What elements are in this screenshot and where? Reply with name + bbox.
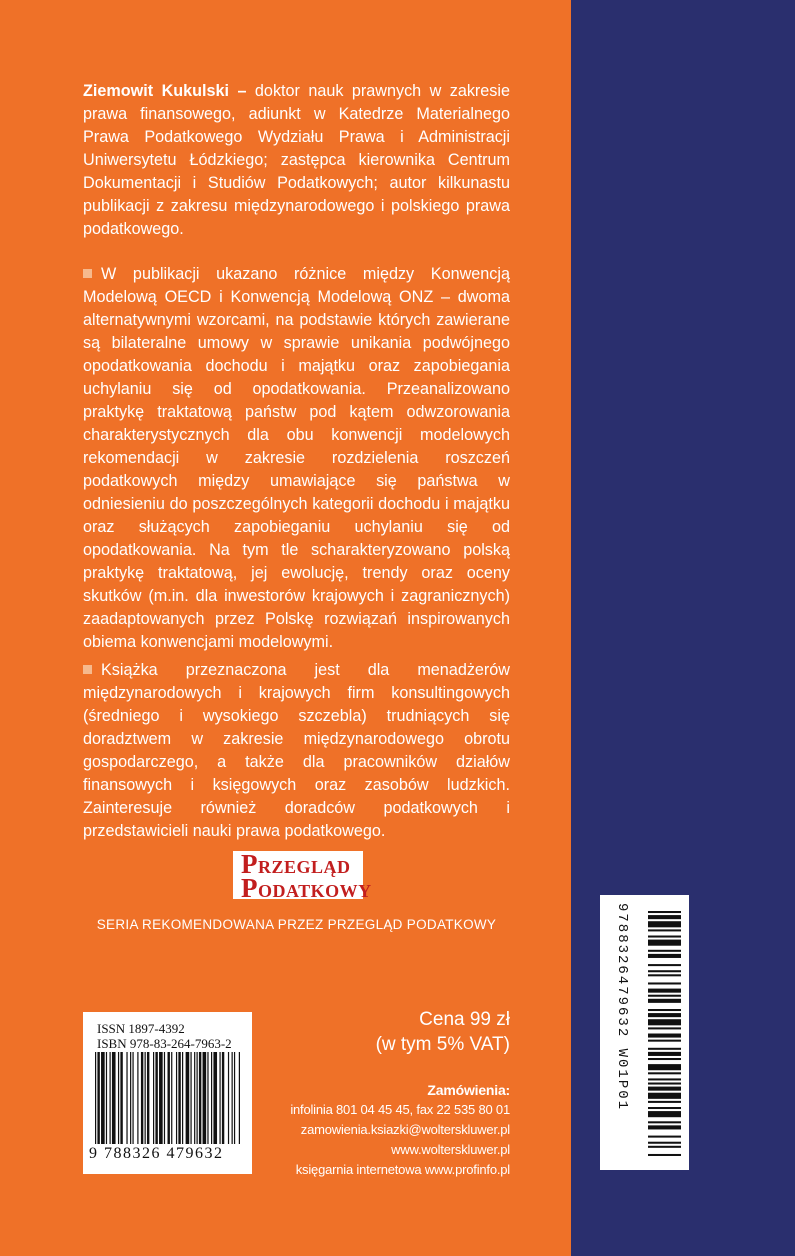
barcode-icon: [95, 1052, 240, 1144]
barcode-bar: [648, 989, 681, 993]
audience-text: Książka przeznaczona jest dla menadżerów międzynarodowych i krajowych firm konsultingowych (średniego i wysokiego szczebla) trudniących się doradztwem w zakresie międzynarodowego obrotu gospodarczego, a także dla pracowników działów finansowych i księgowych oraz zasobów ludzkich. Zainteresuje również doradców podatkowych i przedstawicieli nauki prawa podatkowego.: [83, 661, 510, 840]
barcode-bar: [211, 1052, 212, 1144]
spine-barcode-panel: [600, 895, 689, 1170]
barcode-bar: [648, 1111, 681, 1117]
barcode-bar: [648, 1107, 681, 1109]
barcode-bar: [110, 1052, 111, 1144]
barcode-bar: [112, 1052, 116, 1144]
barcode-bar: [178, 1052, 180, 1144]
issn-number: ISSN 1897-4392: [97, 1021, 185, 1036]
barcode-bar: [207, 1052, 208, 1144]
barcode-bar: [648, 1154, 681, 1156]
barcode-bar: [648, 1136, 681, 1138]
series-caption: SERIA REKOMENDOWANA PRZEZ PRZEGLĄD PODATKOWY: [96, 917, 497, 932]
audience-paragraph: [83, 659, 510, 843]
barcode-bar: [126, 1052, 127, 1144]
barcode-bar: [106, 1052, 107, 1144]
barcode-bar: [203, 1052, 207, 1144]
orders-heading: Zamówienia:: [427, 1082, 510, 1098]
barcode-bar: [648, 1013, 681, 1017]
orders-email: zamowienia.ksiazki@wolterskluwer.pl: [300, 1122, 510, 1137]
barcode-bar: [648, 1064, 681, 1070]
description-text: W publikacji ukazano różnice między Konwencją Modelową OECD i Konwencją Modelową ONZ – dwoma alternatywnymi wzorcami, na podstawie których zawierane są bilateralne umowy w sprawie unikania podwójnego opodatkowania dochodu i majątku oraz zapobiegania uchylaniu się od opodatkowania. Przeanalizowano praktykę traktatową państw pod kątem odwzorowania charakterystycznych dla obu konwencji modelowych rekomendacji w zakresie rozdzielenia roszczeń podatkowych między umawiające się państwa w odniesieniu do poszczególnych kategorii dochodu i majątku oraz służących zapobieganiu uchylaniu się od opodatkowania. Na tym tle scharakteryzowano polską praktykę traktatową, jej ewolucję, trendy oraz oceny skutków (m.in. dla inwestorów krajowych i zagranicznych) zaadaptowanych przez Polskę rozwiązań inspirowanych obiema konwencjami modelowymi.: [83, 265, 510, 651]
barcode-bar: [213, 1052, 217, 1144]
author-name: Ziemowit Kukulski –: [83, 82, 247, 100]
square-bullet-icon: [83, 269, 92, 278]
barcode-bar: [101, 1052, 105, 1144]
barcode-bar: [648, 1125, 681, 1129]
orders-phone: infolinia 801 04 45 45, fax 22 535 80 01: [290, 1102, 510, 1117]
barcode-bar: [648, 950, 681, 952]
barcode-bar: [648, 1040, 681, 1042]
barcode-bar: [648, 1034, 681, 1038]
barcode-bar: [222, 1052, 224, 1144]
barcode-bar: [648, 1027, 681, 1029]
barcode-bar: [648, 974, 681, 976]
barcode-bar: [648, 954, 681, 958]
barcode-bar: [648, 936, 681, 938]
barcode-bar: [648, 1058, 681, 1060]
barcode-bar: [132, 1052, 133, 1144]
price-amount: Cena 99 zł: [419, 1009, 510, 1030]
barcode-bar: [145, 1052, 146, 1144]
barcode-bar: [118, 1052, 119, 1144]
orders-info: [290, 1080, 510, 1180]
square-bullet-icon: [83, 665, 92, 674]
barcode-bar: [197, 1052, 198, 1144]
barcode-bar: [168, 1052, 170, 1144]
barcode-bar: [120, 1052, 122, 1144]
isbn-barcode-panel: [83, 1012, 252, 1174]
przeglad-podatkowy-logo: PRZEGLĄD PODATKOWY: [233, 851, 363, 899]
barcode-bar: [648, 1009, 681, 1011]
barcode-bar: [648, 1087, 681, 1091]
barcode-bar: [648, 1019, 681, 1025]
barcode-bar: [648, 1048, 681, 1050]
spine-code-text: 9788326479632 W01P01: [614, 903, 630, 1112]
barcode-bar: [155, 1052, 157, 1144]
barcode-bar: [232, 1052, 233, 1144]
barcode-bar: [234, 1052, 235, 1144]
price-vat: (w tym 5% VAT): [375, 1034, 510, 1055]
author-bio: [83, 80, 510, 241]
barcode-bar: [648, 1072, 681, 1074]
barcode-bar: [648, 995, 681, 997]
barcode-bar: [190, 1052, 191, 1144]
author-bio-text: doktor nauk prawnych w zakresie prawa finansowego, adiunkt w Katedrze Materialnego Prawa Podatkowego Wydziału Prawa i Administracji Uniwersytetu Łódzkiego; zastępca kierownika Centrum Dokumentacji i Studiów Podatkowych; autor kilkunastu publikacji z zakresu międzynarodowego i polskiego prawa podatkowego.: [83, 82, 511, 238]
barcode-bar: [648, 911, 681, 913]
orders-website: www.wolterskluwer.pl: [391, 1142, 510, 1157]
barcode-bar: [648, 915, 681, 919]
barcode-bar: [648, 999, 681, 1003]
barcode-bar: [97, 1052, 99, 1144]
barcode-bar: [648, 921, 681, 927]
barcode-bar: [219, 1052, 220, 1144]
barcode-bar: [648, 929, 681, 931]
barcode-bar: [194, 1052, 195, 1144]
barcode-bar: [648, 1083, 681, 1085]
orders-shop: księgarnia internetowa www.profinfo.pl: [295, 1162, 510, 1177]
barcode-bar: [159, 1052, 163, 1144]
barcode-bar: [228, 1052, 229, 1144]
barcode-bar: [199, 1052, 201, 1144]
barcode-bar: [147, 1052, 149, 1144]
barcode-bar: [153, 1052, 154, 1144]
barcode-bar: [648, 1146, 681, 1148]
price-block: [376, 1007, 510, 1057]
barcode-digits: 9 788326 479632: [89, 1145, 224, 1162]
barcode-bar: [95, 1052, 96, 1144]
barcode-bar: [648, 1142, 681, 1144]
barcode-bar: [648, 1052, 681, 1056]
barcode-bar: [239, 1052, 240, 1144]
barcode-bar: [186, 1052, 190, 1144]
barcode-icon: [608, 911, 682, 1156]
barcode-bar: [648, 982, 681, 984]
barcode-bar: [648, 964, 681, 966]
barcode-bar: [648, 1093, 681, 1099]
barcode-bar: [648, 1078, 681, 1080]
description-paragraph: [83, 263, 510, 654]
barcode-bar: [182, 1052, 183, 1144]
isbn-number: ISBN 978-83-264-7963-2: [97, 1036, 232, 1051]
barcode-bar: [176, 1052, 177, 1144]
barcode-bar: [171, 1052, 172, 1144]
barcode-bar: [137, 1052, 138, 1144]
barcode-bar: [130, 1052, 131, 1144]
barcode-bar: [648, 1121, 681, 1123]
barcode-bar: [648, 970, 681, 972]
barcode-bar: [141, 1052, 143, 1144]
barcode-bar: [164, 1052, 165, 1144]
barcode-bar: [648, 1101, 681, 1103]
barcode-bar: [648, 940, 681, 946]
